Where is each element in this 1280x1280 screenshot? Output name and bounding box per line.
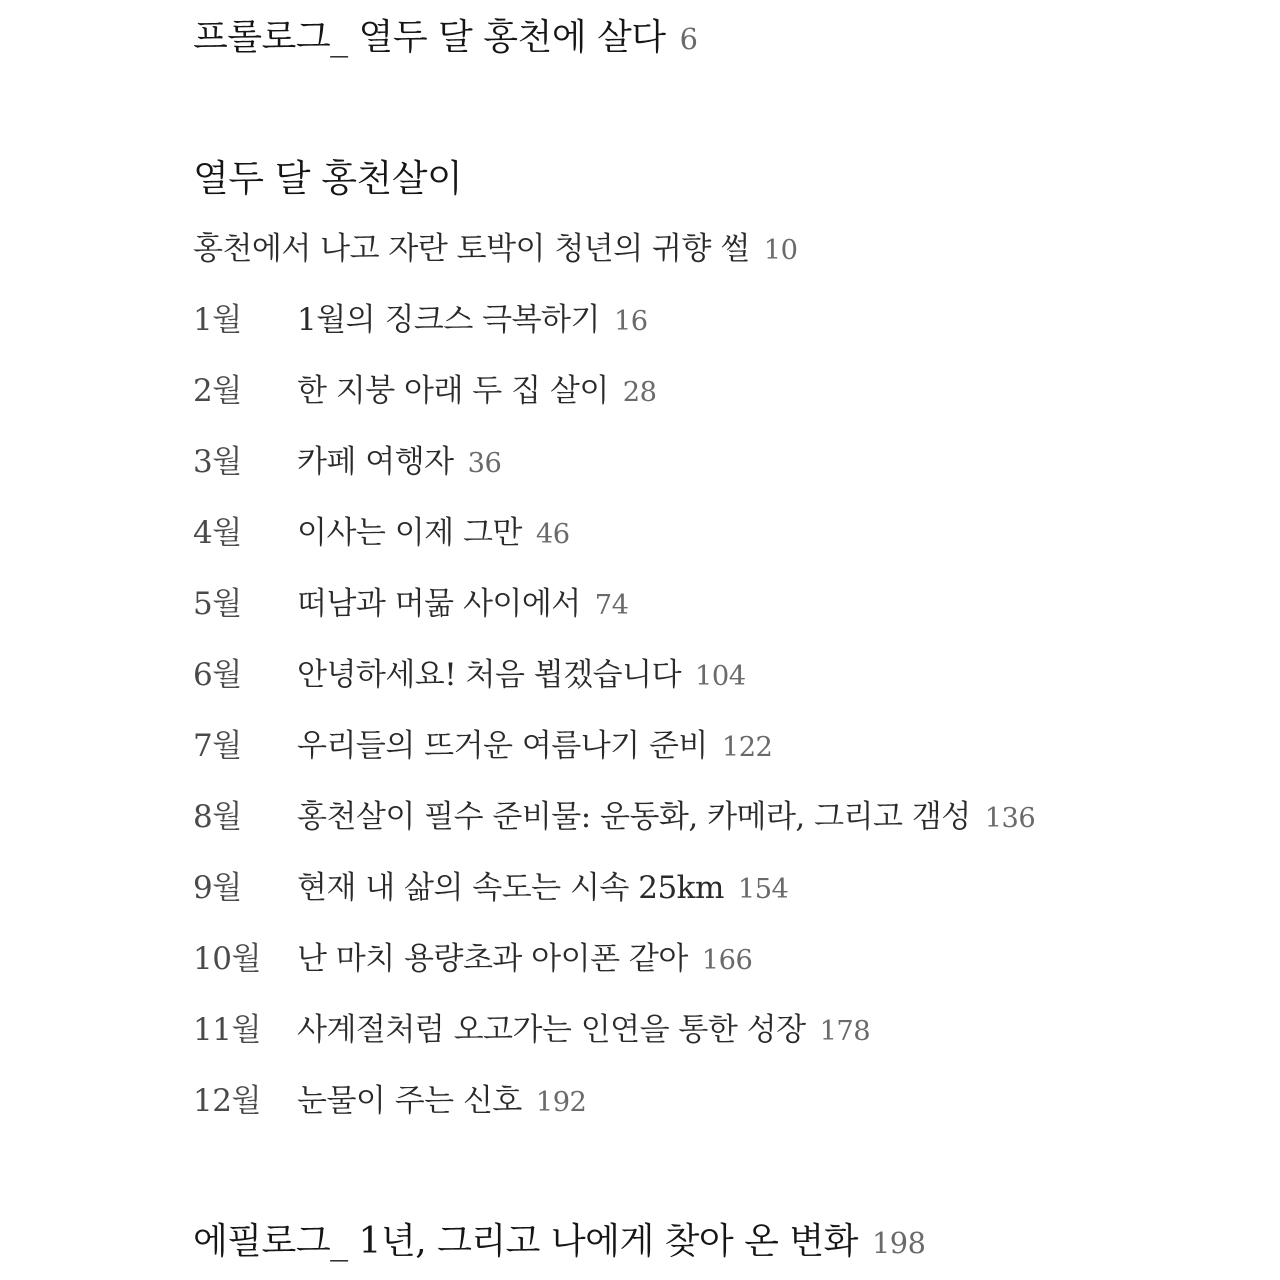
prologue-page-number: 6 [679,22,698,56]
chapter-page-number: 104 [695,661,746,692]
chapter-page-number: 178 [819,1016,871,1047]
chapter-page-number: 46 [535,519,570,550]
chapter-title: 한 지붕 아래 두 집 살이 [297,373,609,409]
intro-page-number: 10 [763,235,798,266]
chapter-page-number: 74 [594,590,629,621]
chapter-month: 4월 [193,515,242,551]
chapter-page-number: 136 [984,803,1036,834]
chapter-month: 6월 [193,657,242,693]
chapter-month: 8월 [193,799,242,835]
toc-chapter [193,1083,587,1119]
epilogue-title: 에필로그_ 1년, 그리고 나에게 찾아 온 변화 [193,1221,858,1262]
toc-chapter [193,444,502,480]
chapter-title: 안녕하세요! 처음 뵙겠습니다 [297,657,682,693]
chapter-month: 7월 [193,728,242,764]
chapter-title: 이사는 이제 그만 [297,515,522,551]
toc-intro [193,231,798,267]
chapter-title: 사계절처럼 오고가는 인연을 통한 성장 [297,1012,806,1048]
toc-chapter [193,373,657,409]
chapter-title: 1월의 징크스 극복하기 [297,302,600,338]
chapter-page-number: 192 [535,1087,587,1118]
chapter-page-number: 154 [737,874,789,905]
chapter-page-number: 166 [701,945,753,976]
epilogue-page-number: 198 [871,1226,926,1260]
chapter-title: 눈물이 주는 신호 [297,1083,522,1119]
toc-chapter [193,657,746,693]
chapter-page-number: 28 [622,377,657,408]
chapter-title: 현재 내 삶의 속도는 시속 25km [297,870,724,906]
chapter-page-number: 122 [721,732,773,763]
chapter-title: 난 마치 용량초과 아이폰 같아 [297,941,688,977]
toc-chapter [193,586,629,622]
chapter-title: 우리들의 뜨거운 여름나기 준비 [297,728,708,764]
chapter-page-number: 16 [613,306,648,337]
toc-chapter [193,515,570,551]
chapter-title: 카페 여행자 [297,444,454,480]
toc-prologue [193,17,698,58]
chapter-month: 3월 [193,444,242,480]
toc-chapter [193,941,753,977]
toc-chapter [193,728,773,764]
chapter-month: 10월 [193,941,261,977]
chapter-month: 11월 [193,1012,261,1048]
toc-chapter [193,302,648,338]
chapter-title: 홍천살이 필수 준비물: 운동화, 카메라, 그리고 갬성 [297,799,971,835]
toc-epilogue [193,1221,926,1262]
chapter-month: 12월 [193,1083,261,1119]
toc-chapter [193,870,789,906]
section-heading: 열두 달 홍천살이 [193,157,463,200]
chapter-month: 2월 [193,373,242,409]
chapter-month: 9월 [193,870,242,906]
chapter-month: 1월 [193,302,242,338]
intro-title: 홍천에서 나고 자란 토박이 청년의 귀향 썰 [193,231,750,267]
chapter-title: 떠남과 머묾 사이에서 [297,586,581,622]
chapter-month: 5월 [193,586,242,622]
toc-chapter [193,1012,871,1048]
toc-chapter [193,799,1036,835]
prologue-title: 프롤로그_ 열두 달 홍천에 살다 [193,17,666,58]
chapter-page-number: 36 [467,448,502,479]
